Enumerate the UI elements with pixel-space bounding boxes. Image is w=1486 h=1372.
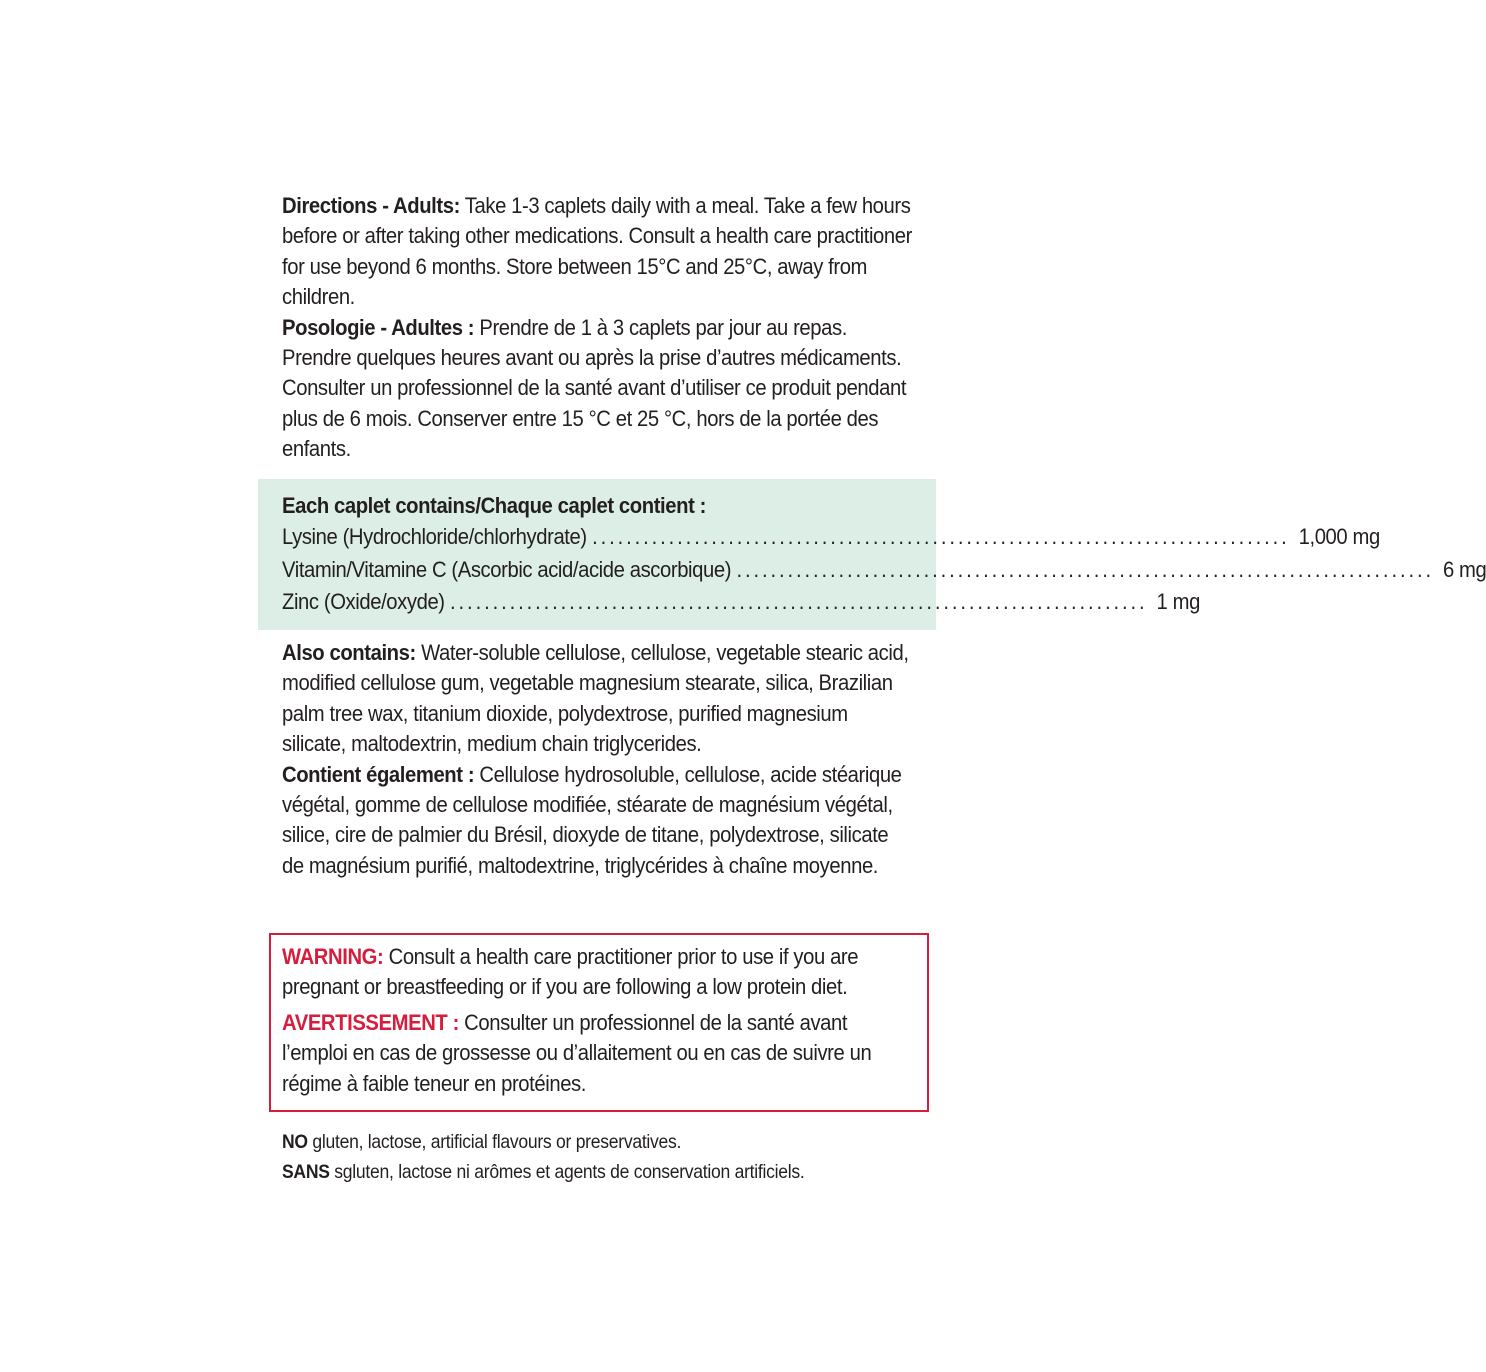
ingredients-panel	[258, 479, 1486, 630]
directions-english-heading: Directions - Adults:	[282, 193, 460, 218]
ingredient-name: Lysine (Hydrochloride/chlorhydrate)	[282, 524, 587, 549]
free-from-french	[282, 1158, 912, 1188]
dot-leader: ..................................................................................	[736, 556, 1434, 582]
warning-english	[282, 942, 912, 1003]
also-contains-french-heading: Contient également :	[282, 761, 475, 787]
warning-french	[282, 1008, 912, 1099]
ingredients-content	[282, 490, 1486, 619]
directions-french-heading: Posologie - Adultes :	[282, 314, 475, 340]
ingredient-amount: 6 mg	[1442, 556, 1486, 582]
warning-content	[282, 942, 912, 1099]
directions-english	[282, 191, 912, 313]
warning-english-text: Consult a health care practitioner prior to use if you are pregnant or breastfeeding or if you are following a low protein diet.	[282, 944, 859, 1000]
ingredient-name: Zinc (Oxide/oxyde)	[282, 589, 445, 614]
also-contains-french	[282, 760, 912, 882]
warning-english-heading: WARNING:	[282, 944, 384, 969]
warning-box	[269, 933, 929, 1112]
also-contains-english	[282, 638, 912, 760]
also-contains-english-text: Water-soluble cellulose, cellulose, vegetable stearic acid, modified cellulose gum, vegetable magnesium stearate, silica, Brazilian palm tree wax, titanium dioxide, polydextrose, purified magnesium silicate, maltodextrin, medium chain triglycerides.	[282, 640, 909, 757]
directions-french-text: Prendre de 1 à 3 caplets par jour au repas. Prendre quelques heures avant ou après la prise d’autres médicaments. Consulter un professionnel de la santé avant d’utiliser ce produit pendant plus de 6 mois. Conserver entre 15 °C et 25 °C, hors de la portée des enfants.	[282, 314, 907, 462]
ingredient-amount: 1 mg	[1156, 589, 1200, 614]
free-from-french-text: sgluten, lactose ni arômes et agents de conservation artificiels.	[329, 1160, 805, 1183]
ingredient-row	[282, 521, 1380, 554]
directions-english-text: Take 1-3 caplets daily with a meal. Take a few hours before or after taking other medications. Consult a health care practitioner for use beyond 6 months. Store between 15°C and 25°C, away from children.	[282, 193, 912, 310]
also-contains-section	[282, 638, 912, 881]
free-from-english	[282, 1128, 912, 1158]
warning-french-text: Consulter un professionnel de la santé avant l’emploi en cas de grossesse ou d’allaitement ou en cas de suivre un régime à faible teneur en protéines.	[282, 1009, 872, 1096]
free-from-french-heading: SANS	[282, 1160, 330, 1183]
ingredient-row	[282, 586, 1200, 619]
also-contains-english-heading: Also contains:	[282, 640, 416, 665]
also-contains-french-text: Cellulose hydrosoluble, cellulose, acide stéarique végétal, gomme de cellulose modifiée, stéarate de magnésium végétal, silice, cire de palmier du Brésil, dioxyde de titane, polydextrose, silicate de magnésium purifié, maltodextrine, triglycérides à chaîne moyenne.	[282, 761, 902, 878]
dot-leader: ..................................................................................	[592, 524, 1290, 549]
ingredients-title: Each caplet contains/Chaque caplet contient :	[282, 493, 706, 518]
ingredient-amount: 1,000 mg	[1298, 524, 1380, 549]
dot-leader: ..................................................................................	[450, 589, 1148, 614]
directions-section	[282, 191, 912, 465]
free-from-section	[282, 1128, 912, 1187]
free-from-english-heading: NO	[282, 1131, 308, 1153]
ingredient-row	[282, 554, 1486, 587]
directions-french	[282, 313, 912, 465]
free-from-english-text: gluten, lactose, artificial flavours or preservatives.	[307, 1131, 682, 1153]
ingredient-name: Vitamin/Vitamine C (Ascorbic acid/acide ascorbique)	[282, 556, 732, 582]
warning-french-heading: AVERTISSEMENT :	[282, 1009, 459, 1035]
